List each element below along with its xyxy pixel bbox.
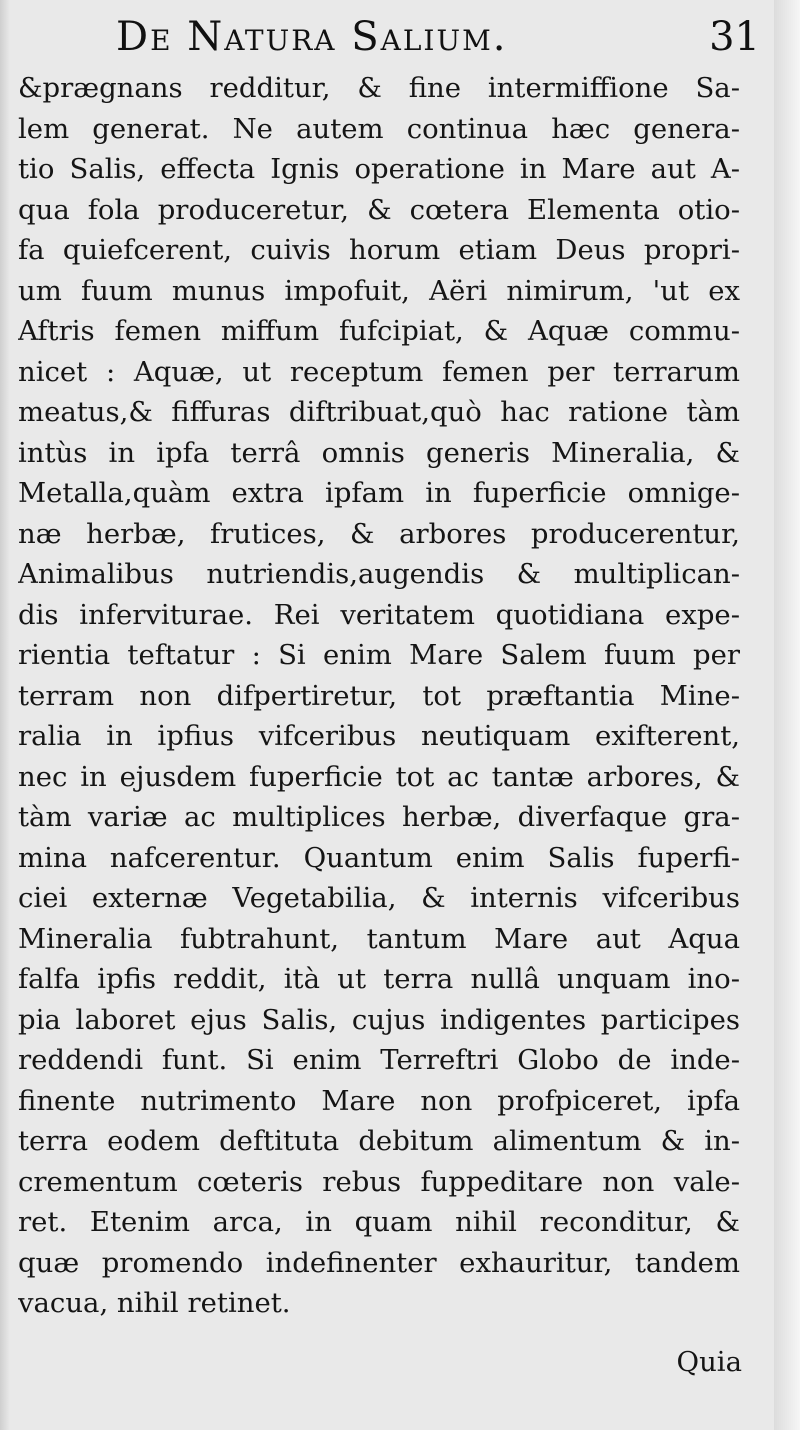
text-line: crementum cœteris rebus fuppeditare non vale- — [18, 1165, 740, 1198]
page-header — [20, 8, 760, 68]
text-line: intùs in ipfa terrâ omnis generis Mineralia, & — [18, 436, 740, 469]
page-number: 31 — [709, 14, 760, 60]
catchword: Quia — [676, 1346, 742, 1378]
text-line: nicet : Aquæ, ut receptum femen per terrarum — [18, 355, 740, 388]
text-line: terra eodem deftituta debitum alimentum & in- — [18, 1125, 740, 1157]
text-line: quæ promendo indefinenter exhauritur, tandem — [18, 1246, 740, 1279]
page-edge — [774, 0, 800, 1430]
text-line: meatus,& fiffuras diftribuat,quò hac ratione tàm — [18, 396, 740, 428]
running-title: De Natura Salium. — [116, 14, 508, 60]
text-line: næ herbæ, frutices, & arbores producerentur, — [18, 517, 740, 550]
text-line: Animalibus nutriendis,augendis & multiplican- — [18, 558, 740, 590]
text-line: ralia in ipfius vifceribus neutiquam exifterent, — [18, 720, 740, 752]
text-line: tàm variæ ac multiplices herbæ, diverfaque gra- — [18, 801, 740, 833]
text-line: Metalla,quàm extra ipfam in fuperficie omnige- — [18, 477, 740, 509]
text-line: lem generat. Ne autem continua hæc genera- — [18, 112, 740, 145]
text-line: Aftris femen miffum fufcipiat, & Aquæ commu- — [18, 315, 740, 347]
text-line: ciei externæ Vegetabilia, & internis vifceribus — [18, 882, 740, 914]
text-line: ret. Etenim arca, in quam nihil reconditur, & — [18, 1206, 740, 1238]
text-line: rientia teftatur : Si enim Mare Salem fuum per — [18, 639, 740, 671]
text-line: finente nutrimento Mare non profpiceret, ipfa — [18, 1084, 740, 1117]
text-line: fa quiefcerent, cuivis horum etiam Deus propri- — [18, 234, 740, 266]
text-line: tio Salis, effecta Ignis operatione in Mare aut A- — [18, 153, 740, 185]
text-line: Mineralia fubtrahunt, tantum Mare aut Aqua — [18, 922, 740, 955]
text-line: falfa ipfis reddit, ità ut terra nullâ unquam ino- — [18, 963, 740, 995]
text-line: mina nafcerentur. Quantum enim Salis fuperfi- — [18, 841, 740, 874]
text-line: terram non difpertiretur, tot præftantia Mine- — [18, 679, 740, 712]
text-line: &prægnans redditur, & fine intermiffione Sa- — [18, 72, 740, 104]
text-line: vacua, nihil retinet. — [18, 1287, 291, 1319]
body-text — [18, 68, 740, 1324]
text-line: pia laboret ejus Salis, cujus indigentes participes — [18, 1003, 740, 1036]
text-line: dis inferviturae. Rei veritatem quotidiana expe- — [18, 598, 740, 631]
text-line: qua fola produceretur, & cœtera Elementa otio- — [18, 193, 740, 226]
text-line: reddendi funt. Si enim Terreftri Globo de inde- — [18, 1044, 740, 1076]
page-gutter-shadow — [0, 0, 10, 1430]
text-line: um fuum munus impofuit, Aëri nimirum, 'ut ex — [18, 274, 740, 307]
text-line: nec in ejusdem fuperficie tot ac tantæ arbores, & — [18, 760, 740, 793]
